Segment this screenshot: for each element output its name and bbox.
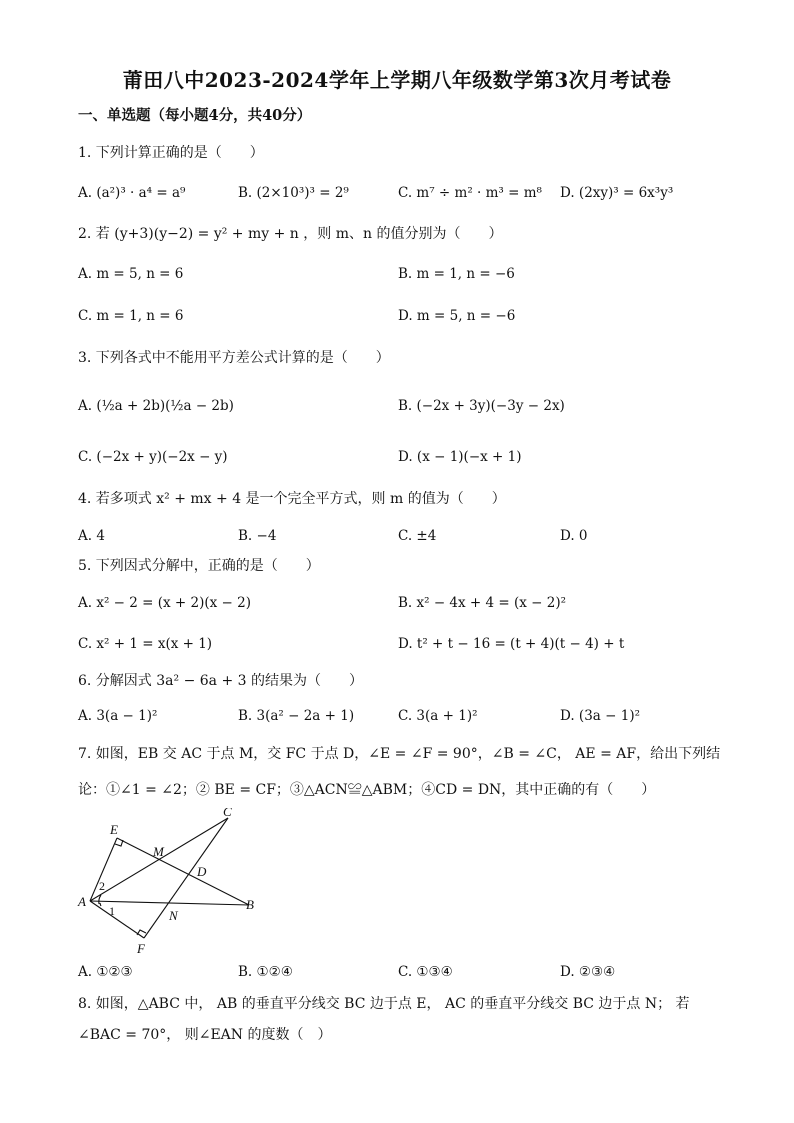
q2-option-b: B. m = 1, n = −6 (398, 266, 515, 282)
question-5-stem: 5. 下列因式分解中，正确的是（ ） (78, 558, 320, 574)
segment-fc (144, 818, 228, 938)
question-3-stem: 3. 下列各式中不能用平方差公式计算的是（ ） (78, 350, 390, 366)
q6-option-a: A. 3(a − 1)² (78, 708, 158, 724)
q1-option-c: C. m⁷ ÷ m² · m³ = m⁸ (398, 185, 542, 201)
label-d: D (197, 864, 207, 879)
segment-eb (117, 838, 249, 905)
section-heading: 一、单选题（每小题4分，共40分） (78, 107, 312, 124)
q6-option-b: B. 3(a² − 2a + 1) (238, 708, 355, 724)
question-4-stem: 4. 若多项式 x² + mx + 4 是一个完全平方式，则 m 的值为（ ） (78, 491, 506, 507)
q7-option-b: B. ①②④ (238, 964, 293, 980)
q2-option-d: D. m = 5, n = −6 (398, 308, 516, 324)
q5-option-a: A. x² − 2 = (x + 2)(x − 2) (78, 595, 251, 611)
label-b: B (246, 897, 254, 912)
label-angle-2: 2 (99, 879, 105, 893)
q1-option-b: B. (2×10³)³ = 2⁹ (238, 185, 349, 201)
question-7-stem-line1: 7. 如图，EB 交 AC 于点 M，交 FC 于点 D，∠E = ∠F = 90°，∠B = ∠C， AE = AF，给出下列结 (78, 746, 721, 762)
q7-option-a: A. ①②③ (78, 964, 133, 980)
q7-option-d: D. ②③④ (560, 964, 616, 980)
q3-option-d: D. (x − 1)(−x + 1) (398, 449, 522, 465)
q1-option-a: A. (a²)³ · a⁴ = a⁹ (78, 185, 186, 201)
label-a: A (78, 894, 86, 909)
q2-option-a: A. m = 5, n = 6 (78, 266, 184, 282)
question-8-stem-line1: 8. 如图，△ABC 中， AB 的垂直平分线交 BC 边于点 E， AC 的垂直平分线交 BC 边于点 N； 若 (78, 996, 690, 1012)
q4-option-b: B. −4 (238, 528, 277, 544)
question-7-stem-line2: 论：①∠1 = ∠2；② BE = CF；③△ACN≌△ABM；④CD = DN，其中正确的有（ ） (78, 782, 656, 798)
label-angle-1: 1 (109, 904, 115, 918)
q7-geometry-figure (74, 808, 274, 958)
angle-arc-2 (99, 895, 101, 904)
q5-option-b: B. x² − 4x + 4 = (x − 2)² (398, 595, 567, 611)
question-8-stem-line2: ∠BAC = 70°， 则∠EAN 的度数（ ） (78, 1027, 332, 1043)
q6-option-c: C. 3(a + 1)² (398, 708, 478, 724)
question-2-stem: 2. 若 (y+3)(y−2) = y² + my + n ，则 m、n 的值分别为（ ） (78, 226, 503, 242)
q4-option-d: D. 0 (560, 528, 588, 544)
q3-option-b: B. (−2x + 3y)(−3y − 2x) (398, 398, 565, 414)
q3-option-a: A. (½a + 2b)(½a − 2b) (78, 398, 234, 414)
q3-option-c: C. (−2x + y)(−2x − y) (78, 449, 228, 465)
label-m: M (153, 844, 164, 859)
q7-option-c: C. ①③④ (398, 964, 453, 980)
label-e: E (110, 822, 118, 837)
q4-option-c: C. ±4 (398, 528, 437, 544)
q1-option-d: D. (2xy)³ = 6x³y³ (560, 185, 674, 201)
q4-option-a: A. 4 (78, 528, 105, 544)
page-title: 莆田八中2023-2024学年上学期八年级数学第3次月考试卷 (122, 68, 672, 92)
label-f: F (137, 941, 145, 956)
q5-option-d: D. t² + t − 16 = (t + 4)(t − 4) + t (398, 636, 625, 652)
segment-af (90, 901, 144, 938)
q2-option-c: C. m = 1, n = 6 (78, 308, 184, 324)
q6-option-d: D. (3a − 1)² (560, 708, 640, 724)
q5-option-c: C. x² + 1 = x(x + 1) (78, 636, 213, 652)
label-c: C (223, 808, 232, 819)
question-6-stem: 6. 分解因式 3a² − 6a + 3 的结果为（ ） (78, 673, 363, 689)
label-n: N (169, 908, 178, 923)
question-1-stem: 1. 下列计算正确的是（ ） (78, 145, 264, 161)
angle-arc-1 (100, 903, 101, 906)
